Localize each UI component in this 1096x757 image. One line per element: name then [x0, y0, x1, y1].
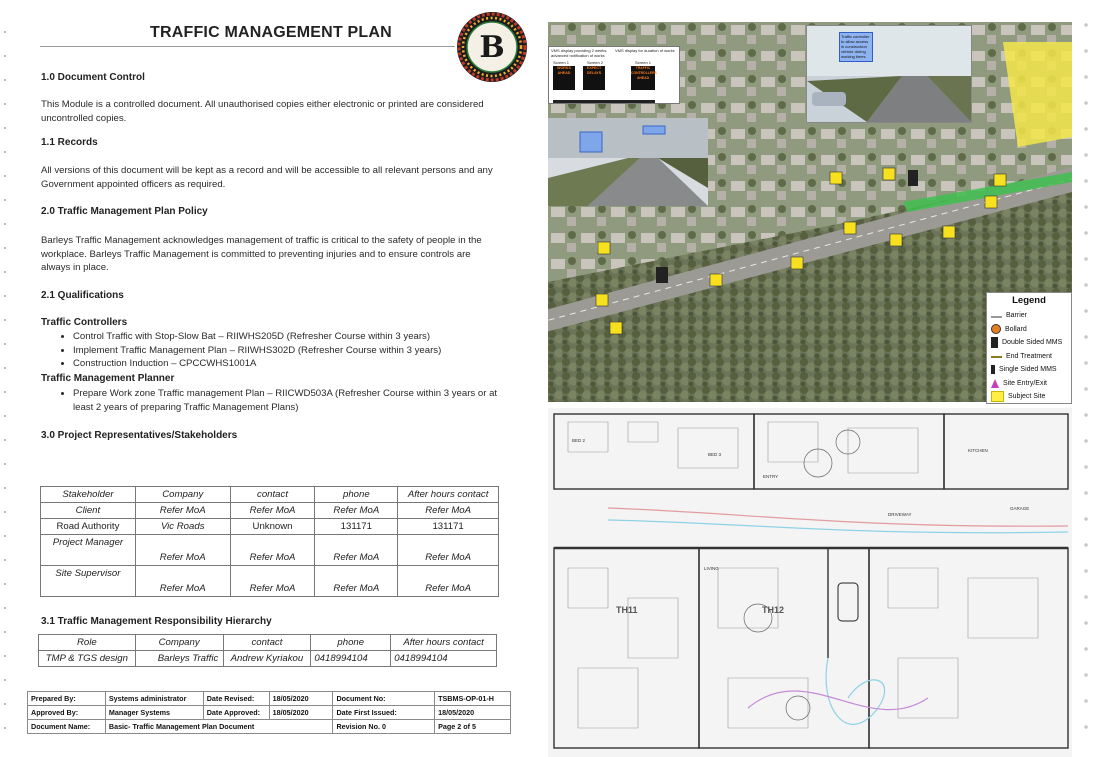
legend-item: Single Sided MMS — [987, 363, 1071, 377]
table-cell: 131171 — [315, 519, 398, 535]
qualifications-heading: 2.1 Qualifications — [41, 290, 124, 301]
table-cell: Road Authority — [41, 519, 136, 535]
footer-value: 18/05/2020 — [435, 706, 511, 720]
street-photo-right — [806, 25, 972, 123]
document-page — [0, 0, 540, 757]
vms-note-right: VMS display for duration of works — [615, 48, 675, 53]
page-title: TRAFFIC MANAGEMENT PLAN — [150, 24, 392, 41]
screen-label: Screen 2 — [587, 60, 604, 65]
footer-value: Basic- Traffic Management Plan Document — [105, 720, 333, 734]
single-sided-mms-icon — [991, 365, 995, 374]
table-row — [39, 651, 497, 667]
table-cell: Refer MoA — [315, 503, 398, 519]
title-rule — [40, 46, 455, 47]
doc-control-text: This Module is a controlled document. All unauthorised copies either electronic or printed are considered uncontrolled copies. — [41, 99, 484, 124]
logo-letter: B — [479, 30, 505, 65]
barleys-logo — [456, 11, 528, 83]
controllers-list — [59, 330, 503, 371]
table-cell: TMP & TGS design — [39, 651, 136, 667]
legend-item: Barrier — [987, 309, 1071, 323]
room-label: BED 3 — [708, 452, 722, 457]
table-row — [41, 535, 499, 566]
footer-label: Prepared By: — [28, 692, 106, 706]
table-cell: Refer MoA — [315, 535, 398, 566]
footer-row — [28, 692, 511, 706]
table-cell: Unknown — [230, 519, 315, 535]
table-cell: Refer MoA — [230, 503, 315, 519]
footer-value: 18/05/2020 — [269, 706, 333, 720]
footer-label: Date Approved: — [203, 706, 269, 720]
table-cell: Client — [41, 503, 136, 519]
legend-item: End Treatment — [987, 350, 1071, 364]
room-label: LIVING — [704, 566, 719, 571]
barrier-icon — [991, 316, 1002, 318]
table-cell: Vic Roads — [135, 519, 230, 535]
table-header: After hours contact — [398, 487, 499, 503]
room-label: DRIVEWAY — [888, 512, 912, 517]
site-entry-icon — [991, 379, 999, 388]
unit-label: TH12 — [762, 605, 785, 615]
footer-row — [28, 720, 511, 734]
legend-title: Legend — [1012, 295, 1046, 306]
legend-item: Site Entry/Exit — [987, 377, 1071, 391]
table-header: After hours contact — [391, 635, 497, 651]
room-label: GARAGE — [1010, 506, 1030, 511]
hierarchy-table — [38, 634, 497, 667]
table-header: Role — [39, 635, 136, 651]
records-text: All versions of this document will be kept as a record and will be accessible to all relevant persons and any Government appointed officers as required. — [41, 165, 493, 190]
footer-label: Approved By: — [28, 706, 106, 720]
table-header: phone — [315, 487, 398, 503]
document-footer — [27, 691, 511, 734]
bollard-icon — [991, 324, 1001, 334]
footer-value: Page 2 of 5 — [435, 720, 511, 734]
table-header: phone — [311, 635, 391, 651]
table-cell: Refer MoA — [230, 535, 315, 566]
room-label: BED 2 — [572, 438, 586, 443]
table-header-row — [39, 635, 497, 651]
table-cell: 0418994104 — [311, 651, 391, 667]
table-header: Stakeholder — [41, 487, 136, 503]
table-cell: 131171 — [398, 519, 499, 535]
map-legend — [986, 292, 1072, 404]
photo-callout: Traffic controller to allow access in construction vehicle during working times — [839, 32, 873, 62]
vms-screen: EXPECT DELAYS — [583, 66, 605, 90]
floor-plan-image — [548, 408, 1072, 757]
controllers-label: Traffic Controllers — [41, 317, 128, 328]
footer-label: Document No: — [333, 692, 435, 706]
table-cell: Refer MoA — [315, 566, 398, 597]
left-edge-dots — [3, 20, 7, 740]
doc-control-heading: 1.0 Document Control — [41, 72, 145, 83]
room-label: KITCHEN — [968, 448, 988, 453]
footer-label: Date Revised: — [203, 692, 269, 706]
table-cell: Project Manager — [41, 535, 136, 566]
list-item: • Construction Induction – CPCCWHS1001A — [73, 357, 503, 371]
table-cell: Refer MoA — [135, 535, 230, 566]
room-label: ENTRY — [763, 474, 779, 479]
policy-text: Barleys Traffic Management acknowledges management of traffic is critical to the safety of people in the workplace. Barleys Traffic Management is committed to preventing injuries and to ensure controls are always in place. — [41, 235, 482, 273]
table-cell: Refer MoA — [135, 503, 230, 519]
legend-item: Double Sided MMS — [987, 336, 1071, 350]
table-header: Company — [135, 487, 230, 503]
vms-note-left: VMS display providing 2 weeks advanced notification of works — [551, 48, 607, 58]
end-treatment-icon — [991, 356, 1002, 358]
table-header: contact — [230, 487, 315, 503]
footer-label: Document Name: — [28, 720, 106, 734]
footer-value: Manager Systems — [105, 706, 203, 720]
footer-label: Date First Issued: — [333, 706, 435, 720]
records-heading: 1.1 Records — [41, 137, 98, 148]
vms-screen: TRAFFIC CONTROLLERS AHEAD — [631, 66, 655, 90]
list-item: • Prepare Work zone Traffic management Plan – RIICWD503A (Refresher Course within 3 years or at least 2 years of preparing Traffic Management Plans) — [73, 387, 503, 414]
table-cell: Site Supervisor — [41, 566, 136, 597]
right-edge-dots — [1083, 12, 1089, 732]
table-cell: 0418994104 — [391, 651, 497, 667]
vms-trailers — [553, 92, 655, 103]
vms-screen: WORKS AHEAD — [553, 66, 575, 90]
footer-value: TSBMS-OP-01-H — [435, 692, 511, 706]
screen-label: Screen 1 — [553, 60, 570, 65]
table-cell: Andrew Kyriakou — [223, 651, 311, 667]
vms-callout — [548, 46, 680, 104]
table-header: contact — [223, 635, 311, 651]
list-item: • Implement Traffic Management Plan – RIIWHS302D (Refresher Course within 3 years) — [73, 344, 503, 358]
hierarchy-heading: 3.1 Traffic Management Responsibility Hierarchy — [41, 616, 272, 627]
table-row — [41, 566, 499, 597]
legend-item: Bollard — [987, 323, 1071, 337]
table-cell: Refer MoA — [230, 566, 315, 597]
table-header-row — [41, 487, 499, 503]
table-cell: Refer MoA — [398, 535, 499, 566]
list-item: • Control Traffic with Stop-Slow Bat – RIIWHS205D (Refresher Course within 3 years) — [73, 330, 503, 344]
policy-heading: 2.0 Traffic Management Plan Policy — [41, 206, 208, 217]
legend-item: Subject Site — [987, 390, 1071, 404]
subject-site-icon — [991, 391, 1004, 402]
stakeholders-table — [40, 486, 499, 597]
double-sided-mms-icon — [991, 337, 998, 348]
table-header: Company — [135, 635, 223, 651]
footer-label: Revision No. 0 — [333, 720, 435, 734]
unit-label: TH11 — [616, 605, 638, 615]
representatives-heading: 3.0 Project Representatives/Stakeholders — [41, 430, 238, 441]
footer-value: 18/05/2020 — [269, 692, 333, 706]
table-row — [41, 503, 499, 519]
footer-row — [28, 706, 511, 720]
table-cell: Barleys Traffic — [135, 651, 223, 667]
table-cell: Refer MoA — [398, 566, 499, 597]
table-row — [41, 519, 499, 535]
planner-list — [59, 387, 503, 414]
street-photo-left — [548, 118, 708, 206]
footer-value: Systems administrator — [105, 692, 203, 706]
screen-label: Screen 1 — [635, 60, 652, 65]
table-cell: Refer MoA — [398, 503, 499, 519]
floor-plan-drawing — [548, 408, 1072, 757]
planner-label: Traffic Management Planner — [41, 373, 175, 384]
table-cell: Refer MoA — [135, 566, 230, 597]
